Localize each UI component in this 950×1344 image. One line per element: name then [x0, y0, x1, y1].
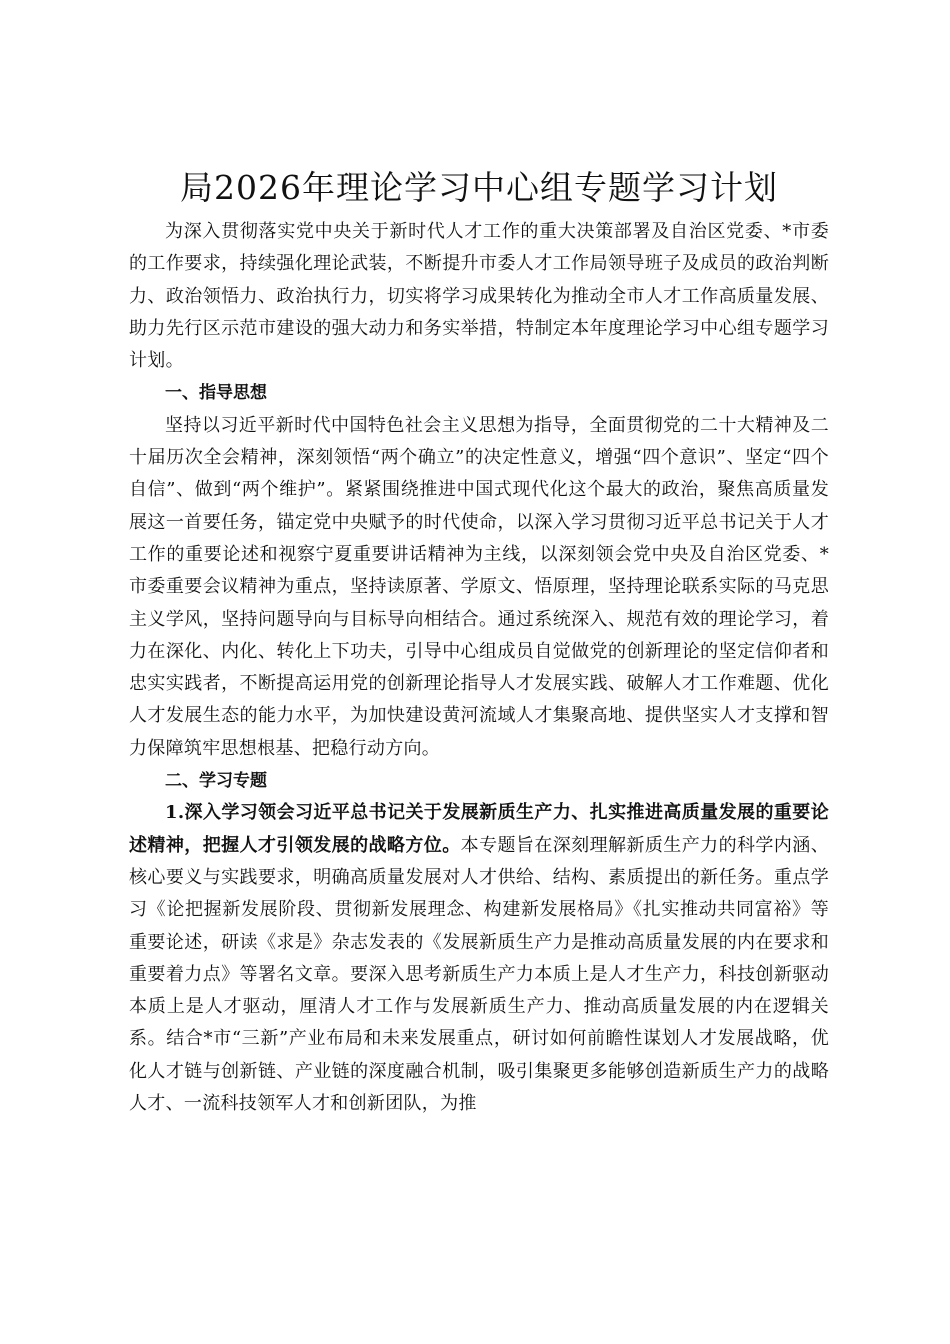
guiding-ideology-paragraph: 坚持以习近平新时代中国特色社会主义思想为指导，全面贯彻党的二十大精神及二十届历次全会精神，深刻领悟“两个确立”的决定性意义，增强“四个意识”、坚定“四个自信”、做到“两个维护”。紧紧围绕推进中国式现代化这个最大的政治，聚焦高质量发展这一首要任务，锚定党中央赋予的时代使命，以深入学习贯彻习近平总书记关于人才工作的重要论述和视察宁夏重要讲话精神为主线，以深刻领会党中央及自治区党委、*市委重要会议精神为重点，坚持读原著、学原文、悟原理，坚持理论联系实际的马克思主义学风，坚持问题导向与目标导向相结合。通过系统深入、规范有效的理论学习，着力在深化、内化、转化上下功夫，引导中心组成员自觉做党的创新理论的坚定信仰者和忠实实践者，不断提高运用党的创新理论指导人才发展实践、破解人才工作难题、优化人才发展生态的能力水平，为加快建设黄河流域人才集聚高地、提供坚实人才支撑和智力保障筑牢思想根基、把稳行动方向。 [129, 414, 829, 759]
document-body [129, 166, 829, 1120]
intro-paragraph: 为深入贯彻落实党中央关于新时代人才工作的重大决策部署及自治区党委、*市委的工作要求，持续强化理论武装，不断提升市委人才工作局领导班子及成员的政治判断力、政治领悟力、政治执行力，切实将学习成果转化为推动全市人才工作高质量发展、助力先行区示范市建设的强大动力和务实举措，特制定本年度理论学习中心组专题学习计划。 [129, 221, 829, 372]
section-heading-guiding-ideology: 一、指导思想 [165, 383, 267, 404]
study-topic-1-body: 本专题旨在深刻理解新质生产力的科学内涵、核心要义与实践要求，明确高质量发展对人才供给、结构、素质提出的新任务。重点学习《论把握新发展阶段、贯彻新发展理念、构建新发展格局》《扎实推动共同富裕》等重要论述，研读《求是》杂志发表的《发展新质生产力是推动高质量发展的内在要求和重要着力点》等署名文章。要深入思考新质生产力本质上是人才生产力，科技创新驱动本质上是人才驱动，厘清人才工作与发展新质生产力、推动高质量发展的内在逻辑关系。结合*市“三新”产业布局和未来发展重点，研讨如何前瞻性谋划人才发展战略，优化人才链与创新链、产业链的深度融合机制，吸引集聚更多能够创造新质生产力的战略人才、一流科技领军人才和创新团队，为推 [129, 834, 829, 1115]
study-topic-1-paragraph [129, 797, 829, 1120]
study-topic-1-title: 1.深入学习领会习近平总书记关于发展新质生产力、扎实推进高质量发展的重要论述精神，把握人才引领发展的战略方位。 [129, 802, 829, 856]
document-title: 局2026年理论学习中心组专题学习计划 [180, 168, 778, 207]
section-heading-study-topics: 二、学习专题 [165, 771, 267, 792]
